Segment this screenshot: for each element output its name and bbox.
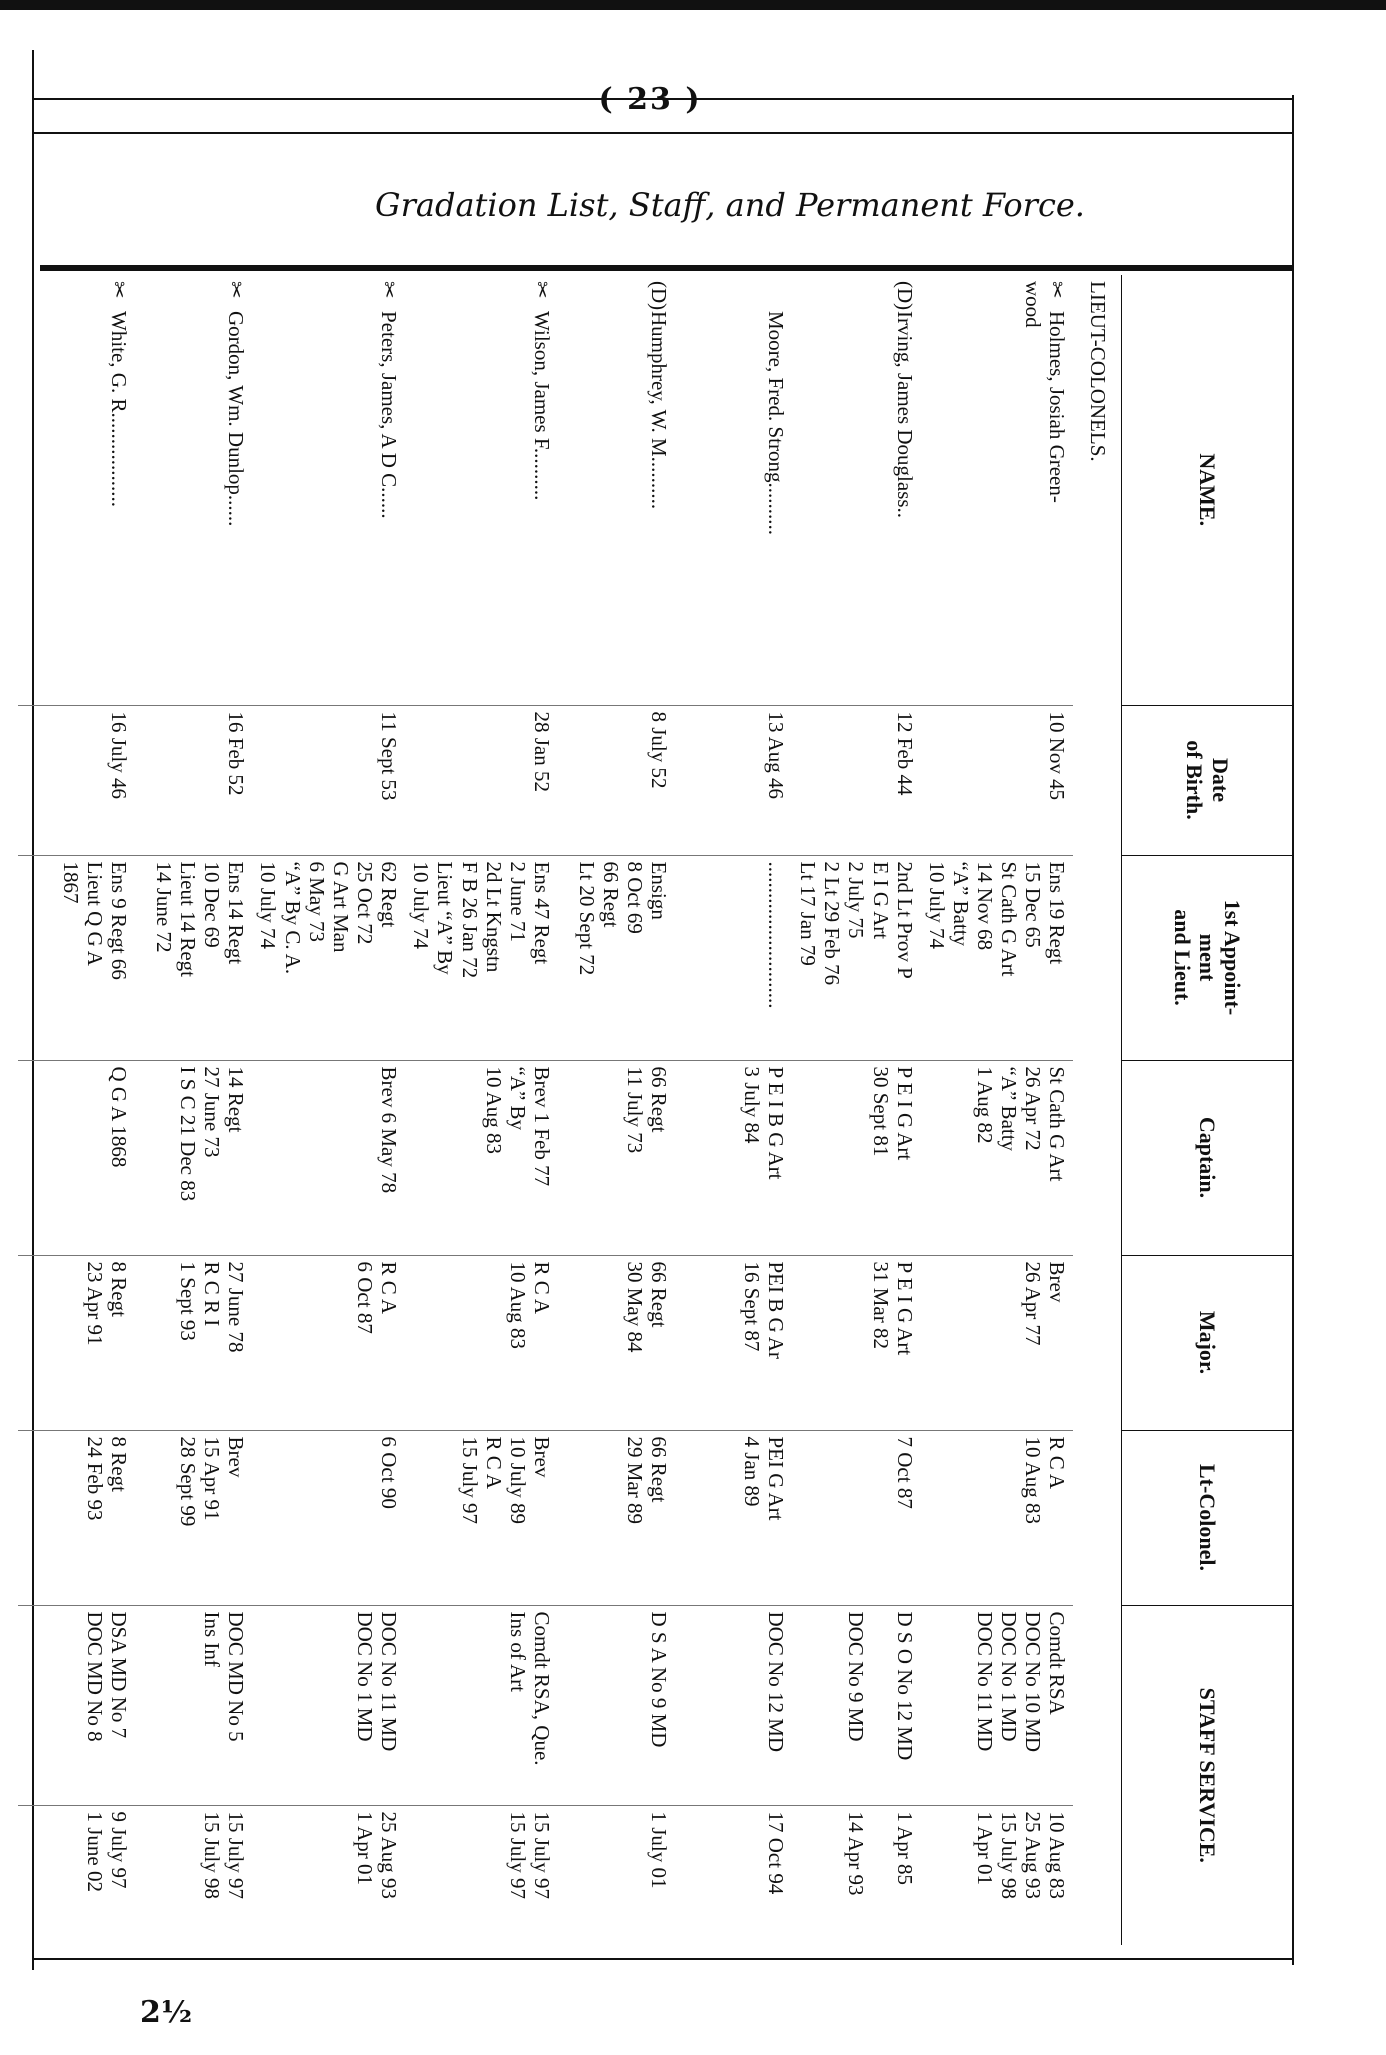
officer-name: Peters, James, A D C...... [377,311,402,519]
cell-major: R C A 6 Oct 87 [252,1255,405,1430]
table-row [405,275,558,1945]
cell-first: 62 Regt 25 Oct 72 G Art Man 6 May 73 “A” By C. A. 10 July 74 [252,855,405,1060]
cell-staff: Comdt RSA DOC No 10 MD DOC No 1 MD DOC No 11 MD [921,1605,1074,1805]
cell-ltcol: 7 Oct 87 [792,1430,921,1605]
cell-staff: Comdt RSA, Que. Ins of Art [405,1605,558,1805]
cell-major: 8 Regt 23 Apr 91 [18,1255,135,1430]
cell-captain: St Cath G Art 26 Apr 72 “A” Batty 1 Aug 82 [921,1060,1074,1255]
officer-mark: (D) [892,281,917,311]
cell-ltcol: R C A 10 Aug 83 [921,1430,1074,1605]
cell-dob: 11 Sept 53 [252,705,405,855]
col-first-appointment: 1st Appoint- ment and Lieut. [1122,855,1292,1060]
cell-ltcol: 6 Oct 90 [252,1430,405,1605]
table-row [675,275,792,1945]
cell-ltcol: 66 Regt 29 Mar 89 [558,1430,675,1605]
cell-staff-dates: 15 July 97 15 July 98 [135,1805,252,1945]
officer-name: Moore, Fred. Strong.......... [763,311,788,535]
cell-name [405,275,558,705]
officer-name: White, G. R.................. [107,311,132,507]
officer-name: Irving, James Douglass.. [892,311,917,519]
cell-staff-dates: 10 Aug 83 25 Aug 93 15 July 98 1 Apr 01 [921,1805,1074,1945]
cell-staff: DOC No 11 MD DOC No 1 MD [252,1605,405,1805]
cell-first: Ens 19 Regt 15 Dec 65 St Cath G Art 14 Nov 68 “A” Batty 10 July 74 [921,855,1074,1060]
thick-rule [40,265,1294,271]
officer-name: Humphrey, W. M.......... [646,311,671,510]
officer-mark: ✂ [107,281,132,299]
cell-staff-dates: 15 July 97 15 July 97 [405,1805,558,1945]
cell-name [135,275,252,705]
cell-dob: 8 July 52 [558,705,675,855]
cell-ltcol: Brev 15 Apr 91 28 Sept 99 [135,1430,252,1605]
cell-captain: P E I G Art 30 Sept 81 [792,1060,921,1255]
table-row [792,275,921,1945]
cell-dob: 16 Feb 52 [135,705,252,855]
officer-mark: (D) [646,281,671,311]
signature-mark: 2½ [140,1995,193,2030]
gradation-table-rotated [58,275,1292,1945]
cell-first: 2nd Lt Prov P E I G Art 2 July 75 2 Lt 29 Feb 76 Lt 17 Jan 79 [792,855,921,1060]
cell-dob: 10 Nov 45 [921,705,1074,855]
cell-staff: D S A No 9 MD [558,1605,675,1805]
cell-major: 27 June 78 R C R I 1 Sept 93 [135,1255,252,1430]
officer-name: Holmes, Josiah Green- wood [1021,281,1070,503]
col-captain: Captain. [1122,1060,1292,1255]
top-border [0,0,1386,10]
table-row [135,275,252,1945]
table-row [18,275,135,1945]
section-label: LIEUT-COLONELS. [1085,281,1110,462]
frame-right-rule [1292,95,1294,1965]
cell-major: P E I G Art 31 Mar 82 [792,1255,921,1430]
col-dob: Date of Birth. [1122,705,1292,855]
col-major: Major. [1122,1255,1292,1430]
cell-captain: P E I B G Art 3 July 84 [675,1060,792,1255]
cell-dob: 12 Feb 44 [792,705,921,855]
cell-dob: 13 Aug 46 [675,705,792,855]
cell-name [252,275,405,705]
cell-staff-dates: 17 Oct 94 [675,1805,792,1945]
table-row [558,275,675,1945]
cell-major: Brev 26 Apr 77 [921,1255,1074,1430]
cell-captain: 14 Regt 27 June 73 I S C 21 Dec 83 [135,1060,252,1255]
cell-major: R C A 10 Aug 83 [405,1255,558,1430]
cell-first: Ens 47 Regt 2 June 71 2d Lt Kngstn F B 26 Jan 72 Lieut “A” By 10 July 74 [405,855,558,1060]
col-lt-colonel: Lt-Colonel. [1122,1430,1292,1605]
table-row [921,275,1074,1945]
cell-name [558,275,675,705]
cell-staff: DOC MD No 5 Ins Inf [135,1605,252,1805]
cell-dob: 28 Jan 52 [405,705,558,855]
gradation-table [18,275,1292,1945]
cell-staff-dates: 1 Apr 85 14 Apr 93 [792,1805,921,1945]
cell-staff: D S O No 12 MD DOC No 9 MD [792,1605,921,1805]
cell-first: Ens 9 Regt 66 Lieut Q G A 1867 [18,855,135,1060]
cell-major: 66 Regt 30 May 84 [558,1255,675,1430]
cell-staff-dates: 25 Aug 93 1 Apr 01 [252,1805,405,1945]
officer-name: Wilson, James F.......... [529,311,554,501]
cell-captain: 66 Regt 11 July 73 [558,1060,675,1255]
col-staff-service: STAFF SERVICE. [1122,1605,1292,1945]
cell-first: Ensign 8 Oct 69 66 Regt Lt 20 Sept 72 [558,855,675,1060]
cell-staff: DSA MD No 7 DOC MD No 8 [18,1605,135,1805]
cell-captain: Q G A 1868 [18,1060,135,1255]
officer-mark: ✂ [1045,281,1070,299]
cell-staff: DOC No 12 MD [675,1605,792,1805]
cell-dob: 16 July 46 [18,705,135,855]
officer-mark: ✂ [529,281,554,299]
officer-mark: ✂ [224,281,249,299]
cell-name [792,275,921,705]
officer-name: Gordon, Wm. Dunlop...... [224,311,249,527]
cell-ltcol: PEI G Art 4 Jan 89 [675,1430,792,1605]
page-number: ( 23 ) [598,82,702,117]
col-name: NAME. [1122,275,1292,705]
page-title: Gradation List, Staff, and Permanent Force. [375,186,1085,224]
cell-name [18,275,135,705]
cell-major: PEI B G Ar 16 Sept 87 [675,1255,792,1430]
cell-ltcol: Brev 10 July 89 R C A 15 July 97 [405,1430,558,1605]
cell-name [675,275,792,705]
cell-name [921,275,1074,705]
cell-captain: Brev 1 Feb 77 “A” By 10 Aug 83 [405,1060,558,1255]
page-number-rule [32,132,1294,134]
cell-captain: Brev 6 May 78 [252,1060,405,1255]
cell-staff-dates: 1 July 01 [558,1805,675,1945]
table-row [252,275,405,1945]
officer-mark: ✂ [377,281,402,299]
cell-first: Ens 14 Regt 10 Dec 69 Lieut 14 Regt 14 June 72 [135,855,252,1060]
bottom-rule [32,1958,1294,1960]
cell-first: ............................ [675,855,792,1060]
cell-staff-dates: 9 July 97 1 June 02 [18,1805,135,1945]
cell-ltcol: 8 Regt 24 Feb 93 [18,1430,135,1605]
